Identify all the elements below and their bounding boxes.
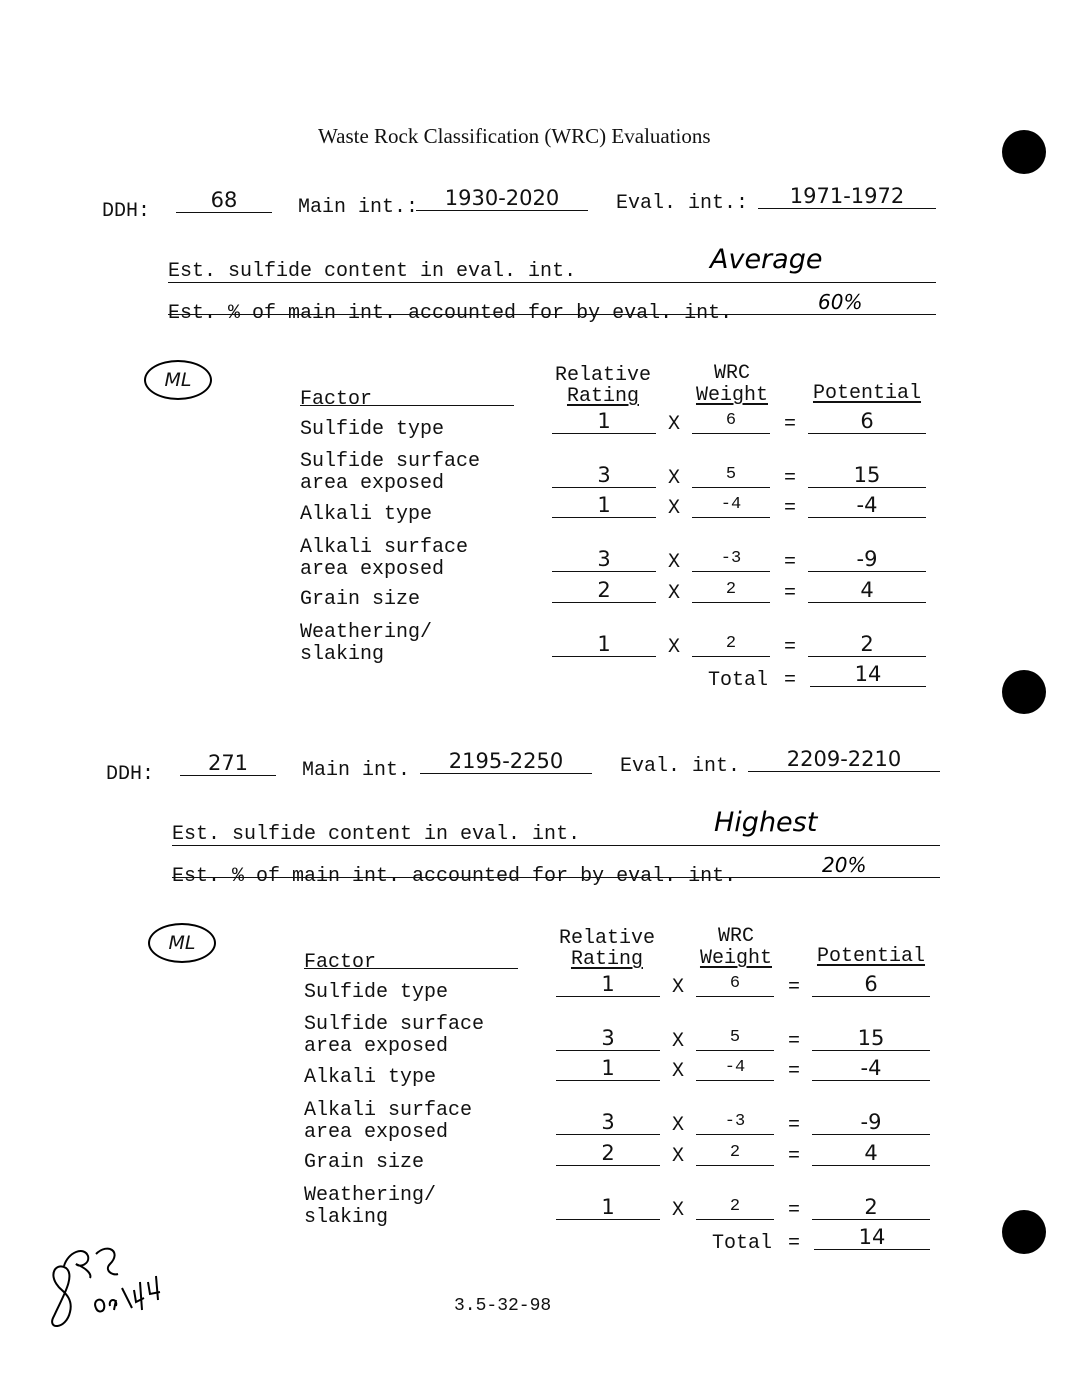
- factor-label: area exposed: [300, 472, 445, 495]
- ddh-value: 68: [176, 188, 272, 213]
- pct-main-value: 20%: [822, 853, 867, 877]
- main-int-value: 2195-2250: [420, 749, 592, 774]
- relative-rating-value: 2: [556, 1141, 660, 1166]
- times-symbol: X: [672, 1030, 685, 1053]
- times-symbol: X: [668, 551, 681, 574]
- ddh-value: 271: [180, 751, 276, 776]
- equals-symbol: =: [784, 497, 797, 520]
- potential-value: 4: [808, 578, 926, 603]
- wrc-weight-value: -3: [696, 1110, 774, 1135]
- underline-rule: [172, 877, 940, 878]
- wrc-header: WRC: [713, 362, 750, 385]
- relative-rating-value: 1: [556, 1195, 660, 1220]
- relative-rating-value: 3: [552, 547, 656, 572]
- equals-symbol: =: [788, 976, 801, 999]
- factor-label: Weathering/: [304, 1184, 437, 1207]
- wrc-weight-value: 2: [692, 632, 770, 657]
- factor-label: Sulfide type: [304, 981, 449, 1004]
- relative-rating-value: 1: [556, 972, 660, 997]
- equals-symbol: =: [788, 1060, 801, 1083]
- page-footer-code: 3.5-32-98: [454, 1296, 552, 1316]
- potential-value: 15: [808, 463, 926, 488]
- relative-rating-value: 3: [556, 1110, 660, 1135]
- relative-rating-value: 3: [556, 1026, 660, 1051]
- wrc-weight-value: 2: [696, 1195, 774, 1220]
- factor-label: Alkali surface: [304, 1099, 473, 1122]
- times-symbol: X: [672, 1199, 685, 1222]
- relative-rating-value: 3: [552, 463, 656, 488]
- potential-value: 6: [812, 972, 930, 997]
- factor-label: Grain size: [304, 1151, 425, 1174]
- relative-rating-value: 1: [552, 493, 656, 518]
- sulfide-content-value: Average: [710, 244, 823, 275]
- wrc-weight-value: -4: [696, 1056, 774, 1081]
- relative-rating-value: 1: [552, 632, 656, 657]
- handwritten-initials-signature: [36, 1238, 166, 1328]
- factor-label: area exposed: [300, 558, 445, 581]
- total-potential-value: 14: [810, 662, 926, 687]
- factor-label: slaking: [304, 1206, 389, 1229]
- main-int-label: Main int.: [302, 759, 411, 782]
- equals-symbol: =: [784, 636, 797, 659]
- factor-label: Sulfide surface: [304, 1013, 485, 1036]
- factor-label: Alkali type: [300, 503, 433, 526]
- factor-label: Grain size: [300, 588, 421, 611]
- factor-label: Alkali surface: [300, 536, 469, 559]
- main-int-value: 1930-2020: [416, 186, 588, 211]
- rating-header: Rating: [566, 385, 639, 408]
- equals-symbol: =: [784, 551, 797, 574]
- times-symbol: X: [668, 467, 681, 490]
- relative-header: Relative: [554, 364, 651, 387]
- potential-value: -9: [812, 1110, 930, 1135]
- weight-header: Weight: [695, 384, 768, 407]
- circled-initials-mark: ML: [148, 923, 216, 963]
- factor-label: Sulfide type: [300, 418, 445, 441]
- equals-symbol: =: [788, 1232, 801, 1255]
- wrc-weight-value: -4: [692, 493, 770, 518]
- times-symbol: X: [672, 1114, 685, 1137]
- pct-main-value: 60%: [818, 290, 863, 314]
- wrc-weight-value: -3: [692, 547, 770, 572]
- total-potential-value: 14: [814, 1225, 930, 1250]
- equals-symbol: =: [788, 1145, 801, 1168]
- potential-value: -9: [808, 547, 926, 572]
- sulfide-content-value: Highest: [714, 807, 818, 838]
- wrc-weight-value: 2: [696, 1141, 774, 1166]
- factor-label: Alkali type: [304, 1066, 437, 1089]
- eval-int-label: Eval. int.:: [616, 192, 749, 215]
- times-symbol: X: [668, 497, 681, 520]
- underline-rule: [172, 845, 940, 846]
- potential-value: 2: [808, 632, 926, 657]
- wrc-weight-value: 6: [692, 409, 770, 434]
- header-underline: [300, 405, 514, 406]
- equals-symbol: =: [788, 1030, 801, 1053]
- potential-value: -4: [808, 493, 926, 518]
- total-label: Total: [708, 669, 769, 692]
- eval-int-label: Eval. int.: [620, 755, 741, 778]
- times-symbol: X: [672, 1145, 685, 1168]
- relative-rating-value: 1: [556, 1056, 660, 1081]
- circled-initials-mark: ML: [144, 360, 212, 400]
- weight-header: Weight: [699, 947, 772, 970]
- relative-rating-value: 2: [552, 578, 656, 603]
- sulfide-content-label: Est. sulfide content in eval. int.: [168, 260, 577, 283]
- ddh-label: DDH:: [106, 763, 155, 786]
- factor-header: Factor: [300, 388, 373, 411]
- factor-label: slaking: [300, 643, 385, 666]
- times-symbol: X: [668, 413, 681, 436]
- potential-value: 2: [812, 1195, 930, 1220]
- relative-header: Relative: [558, 927, 655, 950]
- potential-value: 6: [808, 409, 926, 434]
- wrc-evaluation-section: [4, 563, 1068, 1263]
- times-symbol: X: [668, 582, 681, 605]
- equals-symbol: =: [788, 1114, 801, 1137]
- potential-header: Potential: [816, 945, 926, 968]
- sulfide-content-label: Est. sulfide content in eval. int.: [172, 823, 581, 846]
- rating-header: Rating: [570, 948, 643, 971]
- factor-label: area exposed: [304, 1035, 449, 1058]
- wrc-weight-value: 5: [696, 1026, 774, 1051]
- relative-rating-value: 1: [552, 409, 656, 434]
- factor-header: Factor: [304, 951, 377, 974]
- wrc-weight-value: 5: [692, 463, 770, 488]
- equals-symbol: =: [784, 669, 797, 692]
- pct-main-label: Est. % of main int. accounted for by eval. int.: [168, 302, 733, 325]
- equals-symbol: =: [784, 413, 797, 436]
- times-symbol: X: [672, 1060, 685, 1083]
- page-title: Waste Rock Classification (WRC) Evaluations: [318, 124, 711, 148]
- potential-value: 15: [812, 1026, 930, 1051]
- times-symbol: X: [668, 636, 681, 659]
- potential-value: -4: [812, 1056, 930, 1081]
- header-underline: [304, 968, 518, 969]
- total-label: Total: [712, 1232, 773, 1255]
- wrc-weight-value: 6: [696, 972, 774, 997]
- ddh-label: DDH:: [102, 200, 151, 223]
- factor-label: area exposed: [304, 1121, 449, 1144]
- pct-main-label: Est. % of main int. accounted for by eval. int.: [172, 865, 737, 888]
- factor-label: Weathering/: [300, 621, 433, 644]
- wrc-header: WRC: [717, 925, 754, 948]
- main-int-label: Main int.:: [298, 196, 419, 219]
- eval-int-value: 2209-2210: [748, 747, 940, 772]
- equals-symbol: =: [784, 582, 797, 605]
- factor-label: Sulfide surface: [300, 450, 481, 473]
- potential-value: 4: [812, 1141, 930, 1166]
- equals-symbol: =: [788, 1199, 801, 1222]
- potential-header: Potential: [812, 382, 922, 405]
- underline-rule: [168, 314, 936, 315]
- times-symbol: X: [672, 976, 685, 999]
- wrc-weight-value: 2: [692, 578, 770, 603]
- underline-rule: [168, 282, 936, 283]
- equals-symbol: =: [784, 467, 797, 490]
- eval-int-value: 1971-1972: [758, 184, 936, 209]
